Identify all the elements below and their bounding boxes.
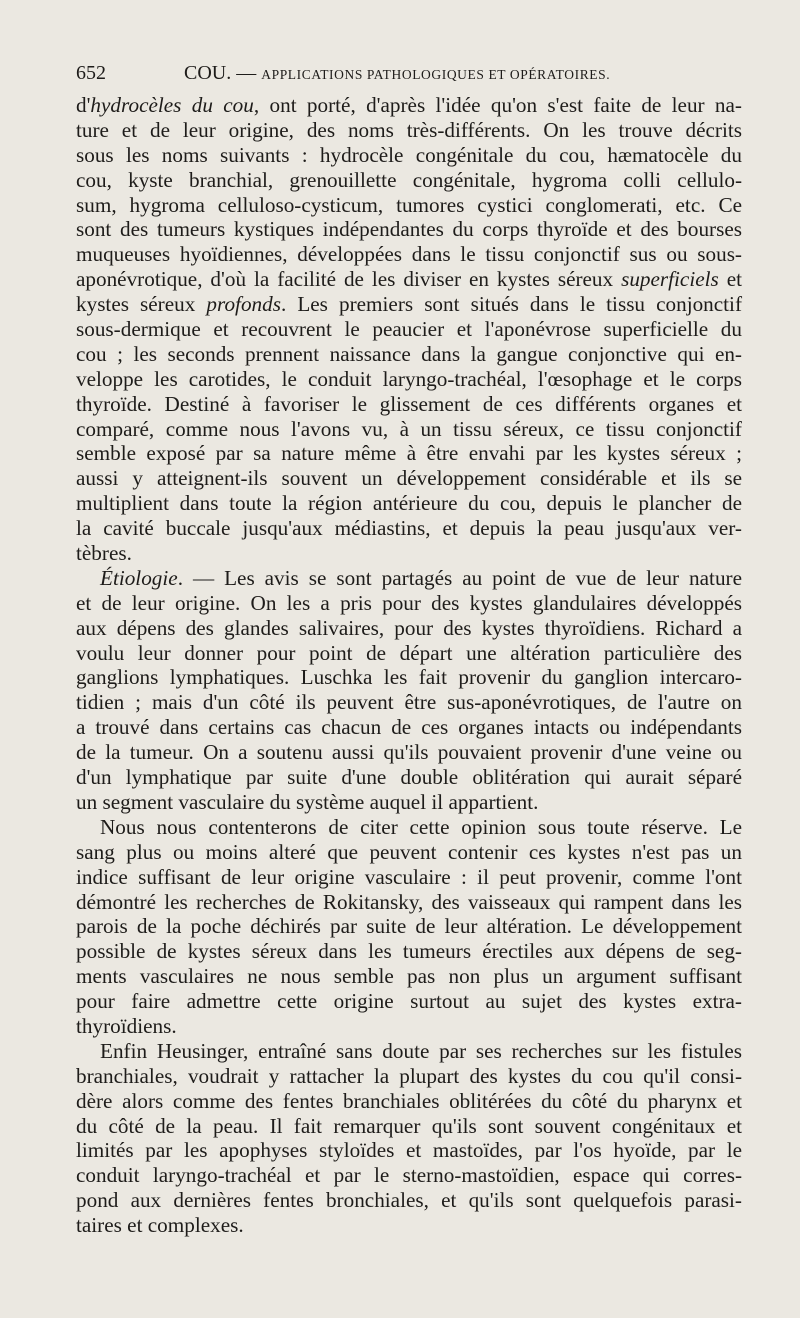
text-run: la cavité buccale jusqu'aux médiastins, et depuis la peau jusqu'aux ver-	[76, 516, 742, 541]
text-run: sont des tumeurs kystiques indépendantes du corps thyroïde et des bourses	[76, 217, 742, 242]
text-run: thyroïde. Destiné à favoriser le glissement de ces différents organes et	[76, 391, 742, 416]
text-line	[76, 367, 742, 392]
running-head	[184, 62, 610, 85]
text-run: , ont porté, d'après l'idée qu'on s'est faite de leur na-	[253, 93, 742, 117]
text-line	[76, 815, 742, 840]
text-line	[76, 740, 742, 765]
text-run: cou ; les seconds prennent naissance dans la gangue conjonctive qui en-	[76, 341, 742, 366]
running-head-subtitle: APPLICATIONS PATHOLOGIQUES ET OPÉRATOIRES.	[261, 67, 611, 82]
paragraph	[76, 1039, 742, 1238]
text-line	[76, 1039, 742, 1064]
text-line	[76, 516, 742, 541]
text-run: démontré les recherches de Rokitansky, des vaisseaux qui rampent dans les	[76, 889, 742, 914]
text-run: thyroïdiens.	[76, 1013, 177, 1038]
text-line	[76, 392, 742, 417]
text-run: tidien ; mais d'un côté ils peuvent être sus-aponévrotiques, de l'autre on	[76, 690, 742, 715]
text-run: aponévrotique, d'où la facilité de les diviser en kystes séreux	[76, 267, 622, 292]
text-run: de la tumeur. On a soutenu aussi qu'ils pouvaient provenir d'une veine ou	[76, 740, 742, 765]
text-line	[76, 765, 742, 790]
text-line	[76, 790, 742, 815]
text-run: d'un lymphatique par suite d'une double oblitération qui aurait séparé	[76, 765, 742, 790]
text-run: semble exposé par sa nature même à être envahi par les kystes séreux ;	[76, 441, 742, 466]
paragraph	[76, 566, 742, 815]
text-run: pour faire admettre cette origine surtout au sujet des kystes extra-	[76, 989, 742, 1014]
text-run: sous les noms suivants : hydrocèle congénitale du cou, hæmatocèle du	[76, 142, 742, 167]
text-run: taires et complexes.	[76, 1213, 244, 1238]
text-line	[76, 1064, 742, 1089]
text-run: sang plus ou moins alteré que peuvent contenir ces kystes n'est pas un	[76, 839, 742, 864]
text-run: et de leur origine. On les a pris pour des kystes glandulaires développés	[76, 590, 742, 615]
text-line	[76, 292, 742, 317]
text-line	[76, 143, 742, 168]
text-line	[76, 466, 742, 491]
text-line	[76, 591, 742, 616]
running-head-title: COU.	[184, 62, 232, 84]
text-run: aux dépens des glandes salivaires, pour des kystes thyroïdiens. Richard a	[76, 615, 742, 640]
text-run: a trouvé dans certains cas chacun de ces organes intacts ou indépendants	[76, 715, 742, 740]
text-line	[76, 865, 742, 890]
text-run: voulu leur donner pour point de départ une altération particulière des	[76, 640, 742, 665]
text-line	[76, 1138, 742, 1163]
text-run: pond aux dernières fentes bronchiales, et qu'ils sont quelquefois parasi-	[76, 1188, 742, 1213]
text-run: d'	[76, 93, 91, 117]
text-run: et	[718, 267, 742, 292]
text-run: branchiales, voudrait y rattacher la plupart des kystes du cou qu'il consi-	[76, 1063, 742, 1088]
text-line	[76, 168, 742, 193]
text-line	[76, 317, 742, 342]
text-run: Enfin Heusinger, entraîné sans doute par ses recherches sur les fistules	[100, 1038, 742, 1063]
text-run: sous-dermique et recouvrent le peaucier et l'aponévrose superficielle du	[76, 317, 742, 342]
paragraph	[76, 93, 742, 566]
text-line	[76, 1213, 742, 1238]
text-run: dère alors comme des fentes branchiales oblitérées du côté du pharynx et	[76, 1088, 742, 1113]
text-run: parois de la poche déchirés par suite de leur altération. Le développement	[76, 914, 742, 939]
text-line	[76, 989, 742, 1014]
text-run: kystes séreux	[76, 292, 207, 317]
text-run: conduit laryngo-trachéal et par le sterno-mastoïdien, espace qui corres-	[76, 1163, 742, 1188]
text-line	[76, 665, 742, 690]
text-line	[76, 939, 742, 964]
text-run: indice suffisant de leur origine vasculaire : il peut provenir, comme l'ont	[76, 864, 742, 889]
text-run: . — Les avis se sont partagés au point de vue de leur nature	[177, 565, 742, 590]
text-run: ture et de leur origine, des noms très-différents. On les trouve décrits	[76, 117, 742, 142]
text-line	[76, 491, 742, 516]
text-line	[76, 890, 742, 915]
text-run: Nous nous contenterons de citer cette opinion sous toute réserve. Le	[100, 814, 742, 839]
text-run: un segment vasculaire du système auquel il appartient.	[76, 789, 539, 814]
text-run: . Les premiers sont situés dans le tissu conjonctif	[280, 292, 742, 317]
text-line	[76, 242, 742, 267]
text-run: du côté de la peau. Il fait remarquer qu'ils sont souvent congénitaux et	[76, 1113, 742, 1138]
italic-text: profonds	[206, 292, 281, 317]
text-line	[76, 914, 742, 939]
text-line	[76, 641, 742, 666]
text-run: comparé, comme nous l'avons vu, à un tissu séreux, ce tissu conjonctif	[76, 416, 742, 441]
text-line	[76, 441, 742, 466]
text-line	[76, 193, 742, 218]
text-line	[76, 1114, 742, 1139]
paragraph	[76, 815, 742, 1039]
text-run: aussi y atteignent-ils souvent un développement considérable et ils se	[76, 466, 742, 491]
text-line	[76, 541, 742, 566]
body-text	[76, 93, 742, 1238]
italic-text: hydrocèles du cou	[90, 93, 254, 117]
text-run: limités par les apophyses styloïdes et mastoïdes, par l'os hyoïde, par le	[76, 1138, 742, 1163]
text-line	[76, 342, 742, 367]
running-header	[76, 58, 742, 88]
text-run: ganglions lymphatiques. Luschka les fait provenir du ganglion intercaro-	[76, 665, 742, 690]
text-line	[76, 566, 742, 591]
text-line	[76, 840, 742, 865]
text-line	[76, 1163, 742, 1188]
text-line	[76, 616, 742, 641]
text-line	[76, 1089, 742, 1114]
text-run: multiplient dans toute la région antérieure du cou, depuis le plancher de	[76, 491, 742, 516]
text-run: possible de kystes séreux dans les tumeurs érectiles aux dépens de seg-	[76, 939, 742, 964]
italic-text: superficiels	[621, 267, 719, 292]
text-line	[76, 267, 742, 292]
italic-text: Étiologie	[100, 565, 178, 590]
text-line	[76, 964, 742, 989]
text-run: muqueuses hyoïdiennes, développées dans le tissu conjonctif sus ou sous-	[76, 242, 742, 267]
text-line	[76, 690, 742, 715]
text-line	[76, 1014, 742, 1039]
text-run: veloppe les carotides, le conduit laryngo-trachéal, l'œsophage et le corps	[76, 366, 742, 391]
text-line	[76, 417, 742, 442]
running-head-separator: —	[231, 62, 262, 84]
text-run: ments vasculaires ne nous semble pas non plus un argument suffisant	[76, 964, 742, 989]
text-line	[76, 93, 742, 118]
text-line	[76, 715, 742, 740]
text-run: cou, kyste branchial, grenouillette congénitale, hygroma colli cellulo-	[76, 167, 742, 192]
text-run: sum, hygroma celluloso-cysticum, tumores cystici conglomerati, etc. Ce	[76, 192, 742, 217]
text-run: tèbres.	[76, 541, 132, 566]
page-number: 652	[76, 62, 106, 84]
text-line	[76, 118, 742, 143]
text-line	[76, 1188, 742, 1213]
text-line	[76, 217, 742, 242]
